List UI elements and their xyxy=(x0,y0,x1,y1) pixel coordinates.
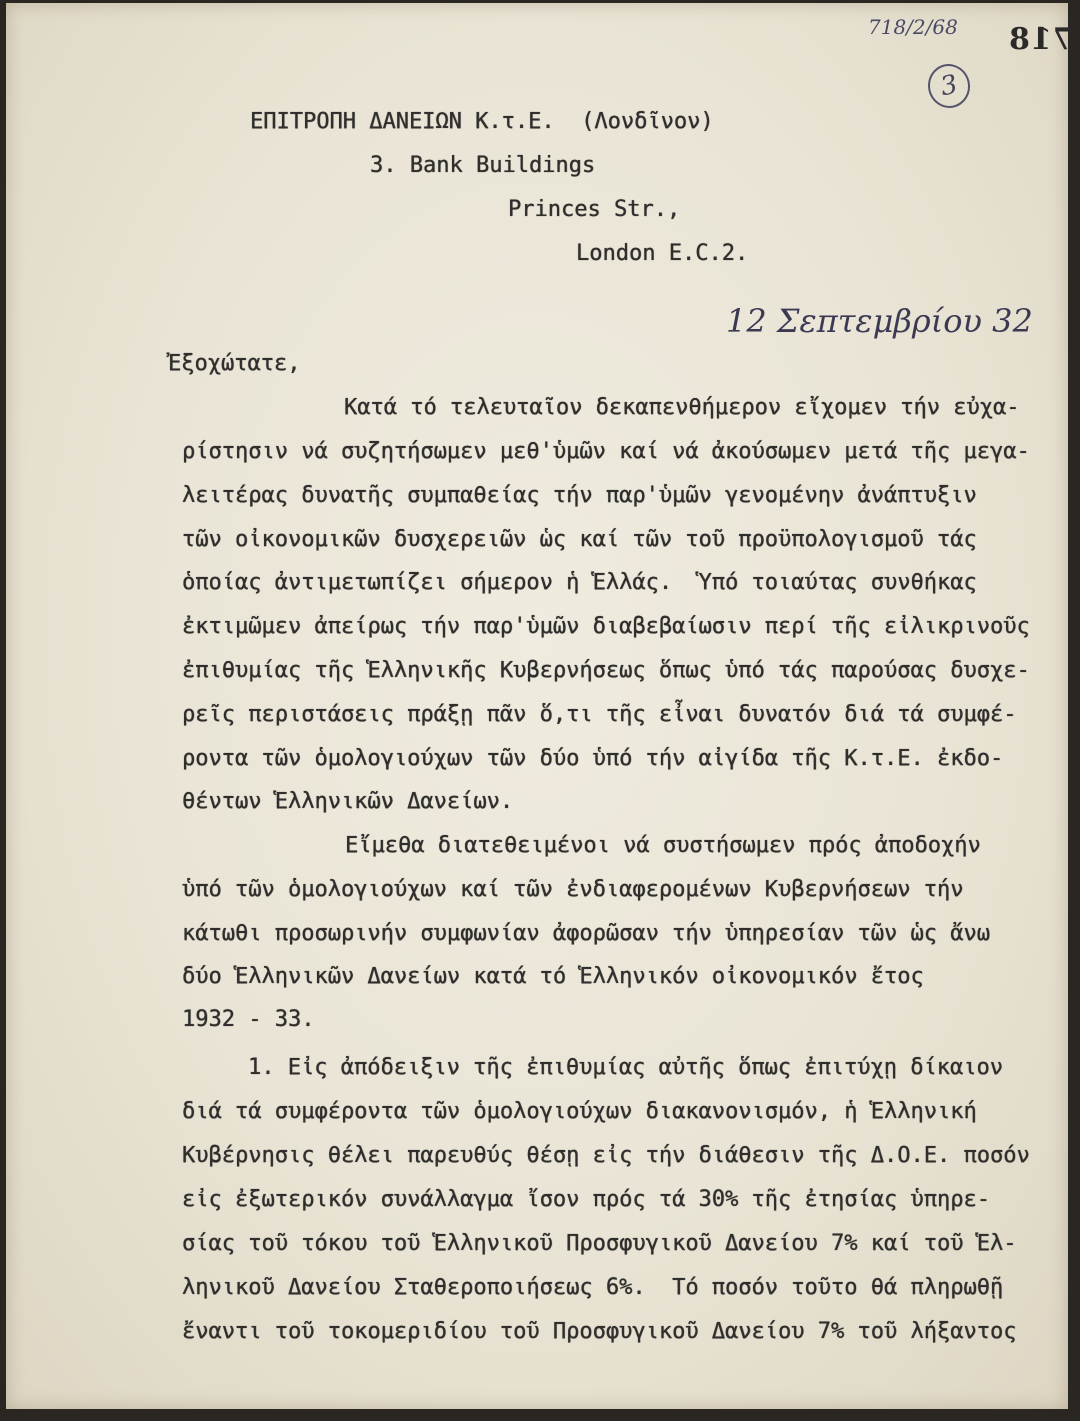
page-number-circled: 3 xyxy=(924,60,974,112)
text-line: ὑπό τῶν ὁμολογιούχων καί τῶν ἐνδιαφερομένων Κυβερνήσεων τήν xyxy=(182,877,964,902)
archive-stamp: 718 xyxy=(1008,22,1074,57)
text-line: ρίστησιν νά συζητήσωμεν μεθ'ὑμῶν καί νά ἀκούσωμεν μετά τῆς μεγα- xyxy=(182,439,1030,464)
text-line: λειτέρας δυνατῆς συμπαθείας τήν παρ'ὑμῶν γενομένην ἀνάπτυξιν xyxy=(182,483,977,508)
text-line: ἐπιθυμίας τῆς Ἑλληνικῆς Κυβερνήσεως ὅπως ὑπό τάς παρούσας δυσχε- xyxy=(182,658,1030,683)
letterhead-address-street: Princes Str., xyxy=(508,197,681,222)
text-line: ἐκτιμῶμεν ἀπείρως τήν παρ'ὑμῶν διαβεβαίωσιν περί τῆς εἰλικρινοῦς xyxy=(182,614,1030,639)
text-line: 1. Εἰς ἀπόδειξιν τῆς ἐπιθυμίας αὐτῆς ὅπως ἐπιτύχῃ δίκαιον xyxy=(248,1055,1003,1080)
text-line: ροντα τῶν ὁμολογιούχων τῶν δύο ὑπό τήν αἰγίδα τῆς Κ.τ.Ε. ἐκδο- xyxy=(182,746,1004,771)
salutation: Ἐξοχώτατε, xyxy=(168,351,301,376)
letterhead-address-city: London E.C.2. xyxy=(576,241,749,266)
handwritten-date: 12 Σεπτεμβρίου 32 xyxy=(726,302,1033,340)
text-line: Κυβέρνησις θέλει παρευθύς θέσῃ εἰς τήν διάθεσιν τῆς Δ.Ο.Ε. ποσόν xyxy=(182,1143,1030,1168)
text-line: Κατά τό τελευταῖον δεκαπενθήμερον εἴχομεν τήν εὐχα- xyxy=(344,395,1020,420)
text-line: εἰς ἐξωτερικόν συνάλλαγμα ἴσον πρός τά 30% τῆς ἐτησίας ὑπηρε- xyxy=(182,1187,990,1212)
letterhead-address-building: 3. Bank Buildings xyxy=(370,153,596,178)
text-line: ρεῖς περιστάσεις πράξῃ πᾶν ὅ,τι τῆς εἶναι δυνατόν διά τά συμφέ- xyxy=(182,702,1017,727)
archive-number: 718/2/68 xyxy=(868,15,958,39)
letterhead-committee: ΕΠΙΤΡΟΠΗ ΔΑΝΕΙΩΝ Κ.τ.Ε. (Λονδῖνον) xyxy=(250,109,714,134)
text-line: ἔναντι τοῦ τοκομεριδίου τοῦ Προσφυγικοῦ Δανείου 7% τοῦ λήξαντος xyxy=(182,1319,1017,1344)
text-line: σίας τοῦ τόκου τοῦ Ἑλληνικοῦ Προσφυγικοῦ Δανείου 7% καί τοῦ Ἑλ- xyxy=(182,1231,1017,1256)
text-line: κάτωθι προσωρινήν συμφωνίαν ἀφορῶσαν τήν ὑπηρεσίαν τῶν ὡς ἄνω xyxy=(182,921,990,946)
text-line: τῶν οἰκονομικῶν δυσχερειῶν ὡς καί τῶν τοῦ προϋπολογισμοῦ τάς xyxy=(182,527,977,552)
text-line: Εἴμεθα διατεθειμένοι νά συστήσωμεν πρός ἀποδοχήν xyxy=(345,833,981,858)
text-line: διά τά συμφέροντα τῶν ὁμολογιούχων διακανονισμόν, ἡ Ἑλληνική xyxy=(182,1099,977,1124)
text-line: 1932 - 33. xyxy=(182,1007,315,1032)
text-line: θέντων Ἑλληνικῶν Δανείων. xyxy=(182,789,514,814)
text-line: δύο Ἑλληνικῶν Δανείων κατά τό Ἑλληνικόν οἰκονομικόν ἔτος xyxy=(182,964,924,989)
text-line: ληνικοῦ Δανείου Σταθεροποιήσεως 6%. Τό ποσόν τοῦτο θά πληρωθῇ xyxy=(182,1275,1004,1300)
text-line: ὁποίας ἀντιμετωπίζει σήμερον ἡ Ἑλλάς. Ὑπό τοιαύτας συνθήκας xyxy=(182,570,977,595)
